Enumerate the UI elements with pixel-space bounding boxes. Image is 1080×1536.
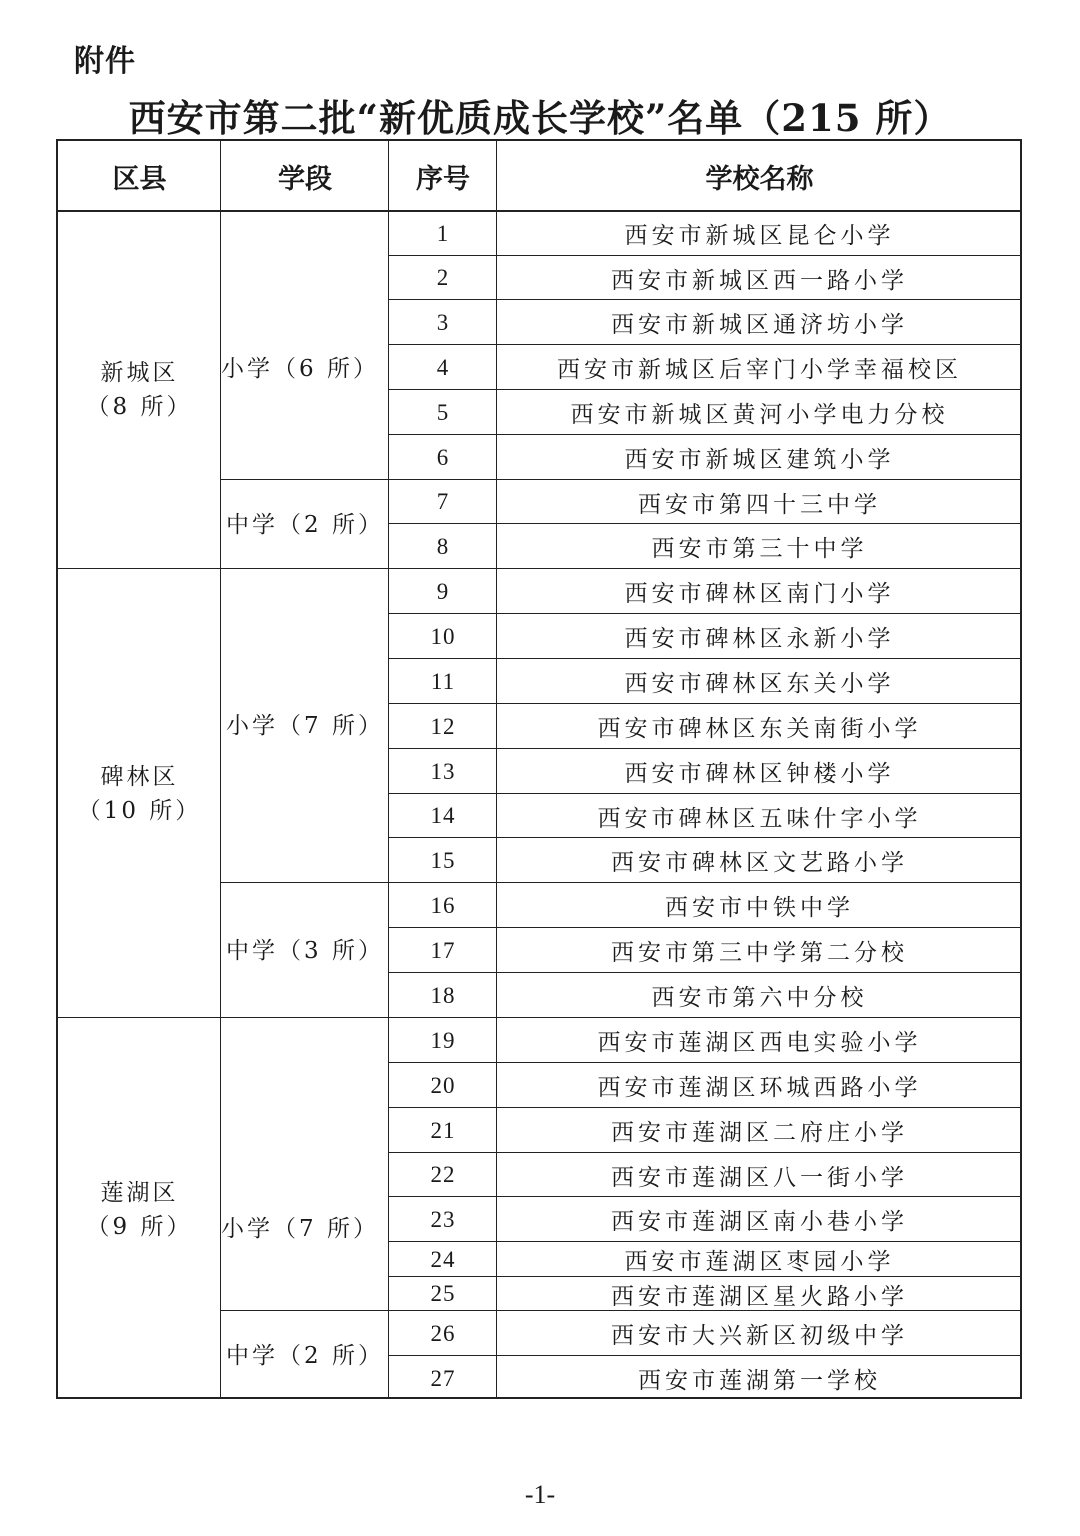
school-name: 西安市莲湖区星火路小学 (611, 1283, 908, 1310)
school-name: 西安市莲湖区南小巷小学 (611, 1209, 908, 1235)
row-number: 10 (430, 623, 456, 649)
stage-cell: 中学（2 所） (226, 511, 384, 538)
row-divider (389, 1017, 1022, 1018)
school-name: 西安市新城区建筑小学 (624, 447, 895, 473)
school-name: 西安市中铁中学 (665, 895, 854, 921)
row-divider (389, 972, 1022, 973)
row-number: 27 (430, 1365, 456, 1391)
row-number: 1 (436, 220, 450, 246)
stage-cell: 小学（7 所） (221, 1215, 379, 1242)
district-count: （8 所） (86, 394, 193, 420)
row-divider (389, 523, 1022, 524)
row-divider (389, 837, 1022, 838)
row-number: 18 (430, 982, 456, 1008)
column-header-district: 区县 (112, 163, 167, 195)
row-number: 21 (430, 1117, 456, 1143)
school-name: 西安市新城区西一路小学 (611, 267, 908, 294)
stage-cell: 中学（3 所） (226, 937, 384, 964)
row-number: 4 (436, 354, 450, 380)
district-name: 莲湖区 (100, 1179, 179, 1206)
school-name: 西安市碑林区五味什字小学 (597, 805, 922, 832)
row-number: 16 (430, 892, 456, 918)
school-name: 西安市大兴新区初级中学 (611, 1323, 908, 1349)
page-number: -1- (524, 1480, 556, 1509)
attachment-label: 附件 (74, 44, 136, 79)
document-title: 西安市第二批“新优质成长学校”名单（215 所） (128, 96, 952, 140)
row-number: 3 (436, 309, 450, 335)
row-divider (389, 703, 1022, 704)
row-number: 8 (436, 533, 450, 559)
row-divider (389, 1152, 1022, 1153)
school-name: 西安市莲湖区枣园小学 (624, 1249, 895, 1275)
row-number: 23 (430, 1206, 456, 1232)
row-number: 2 (436, 265, 450, 290)
row-divider (389, 434, 1022, 435)
school-name: 西安市第三中学第二分校 (611, 940, 908, 966)
row-number: 17 (430, 937, 456, 963)
school-name: 西安市新城区后宰门小学幸福校区 (557, 357, 962, 383)
row-divider (389, 658, 1022, 659)
school-name: 西安市莲湖区八一街小学 (611, 1164, 908, 1191)
row-number: 15 (430, 847, 456, 873)
row-number: 20 (430, 1072, 456, 1098)
school-name: 西安市新城区昆仑小学 (624, 223, 895, 249)
row-divider (389, 255, 1022, 256)
row-divider (389, 748, 1022, 749)
row-divider (389, 1276, 1022, 1277)
school-name: 西安市碑林区东关小学 (624, 671, 895, 697)
row-divider (389, 927, 1022, 928)
row-number: 26 (430, 1320, 456, 1346)
stage-cell: 中学（2 所） (226, 1343, 384, 1369)
district-count: （10 所） (77, 797, 202, 824)
school-name: 西安市碑林区钟楼小学 (624, 761, 895, 787)
school-name: 西安市新城区通济坊小学 (611, 312, 908, 338)
row-number: 22 (430, 1162, 456, 1187)
school-name: 西安市莲湖区二府庄小学 (611, 1120, 908, 1146)
row-divider (389, 568, 1022, 569)
row-divider (389, 1241, 1022, 1242)
row-divider (389, 1062, 1022, 1063)
row-number: 19 (430, 1027, 456, 1053)
row-number: 12 (430, 713, 456, 739)
stage-cell: 小学（6 所） (221, 355, 379, 382)
school-name: 西安市莲湖区西电实验小学 (597, 1030, 922, 1056)
row-divider (389, 1107, 1022, 1108)
school-name: 西安市碑林区文艺路小学 (611, 850, 908, 876)
row-divider (389, 613, 1022, 614)
row-number: 24 (430, 1246, 456, 1272)
district-cell-xincheng (58, 211, 221, 569)
row-divider (389, 1355, 1022, 1356)
school-name: 西安市碑林区南门小学 (624, 581, 895, 607)
stage-cell: 小学（7 所） (226, 713, 384, 739)
column-header-school-name: 学校名称 (705, 163, 814, 195)
row-divider (389, 1310, 1022, 1311)
row-divider (389, 1196, 1022, 1197)
district-name: 新城区 (100, 360, 179, 386)
row-divider (389, 389, 1022, 390)
row-number: 25 (430, 1281, 456, 1306)
row-number: 6 (436, 444, 450, 470)
district-cell-beilin (58, 569, 221, 1018)
column-header-number: 序号 (416, 163, 470, 195)
school-name: 西安市新城区黄河小学电力分校 (570, 402, 949, 428)
row-divider (389, 882, 1022, 883)
row-divider (389, 479, 1022, 480)
district-cell-lianhu (58, 1018, 221, 1401)
school-list-table (56, 139, 1022, 1399)
district-name: 碑林区 (100, 763, 179, 790)
school-name: 西安市碑林区东关南街小学 (597, 716, 922, 742)
row-number: 14 (430, 803, 456, 828)
column-header-stage: 学段 (278, 163, 332, 195)
school-name: 西安市第六中分校 (651, 985, 868, 1011)
school-name: 西安市碑林区永新小学 (624, 626, 895, 652)
row-number: 9 (436, 578, 450, 604)
row-number: 5 (436, 399, 450, 425)
row-number: 13 (430, 758, 456, 784)
school-name: 西安市莲湖区环城西路小学 (597, 1075, 922, 1101)
row-divider (389, 344, 1022, 345)
row-number: 7 (436, 489, 450, 514)
school-name: 西安市第四十三中学 (638, 491, 881, 518)
row-divider (389, 793, 1022, 794)
district-count: （9 所） (86, 1213, 193, 1240)
school-name: 西安市第三十中学 (651, 536, 868, 562)
row-number: 11 (430, 668, 456, 694)
row-divider (389, 299, 1022, 300)
school-name: 西安市莲湖第一学校 (638, 1368, 881, 1394)
